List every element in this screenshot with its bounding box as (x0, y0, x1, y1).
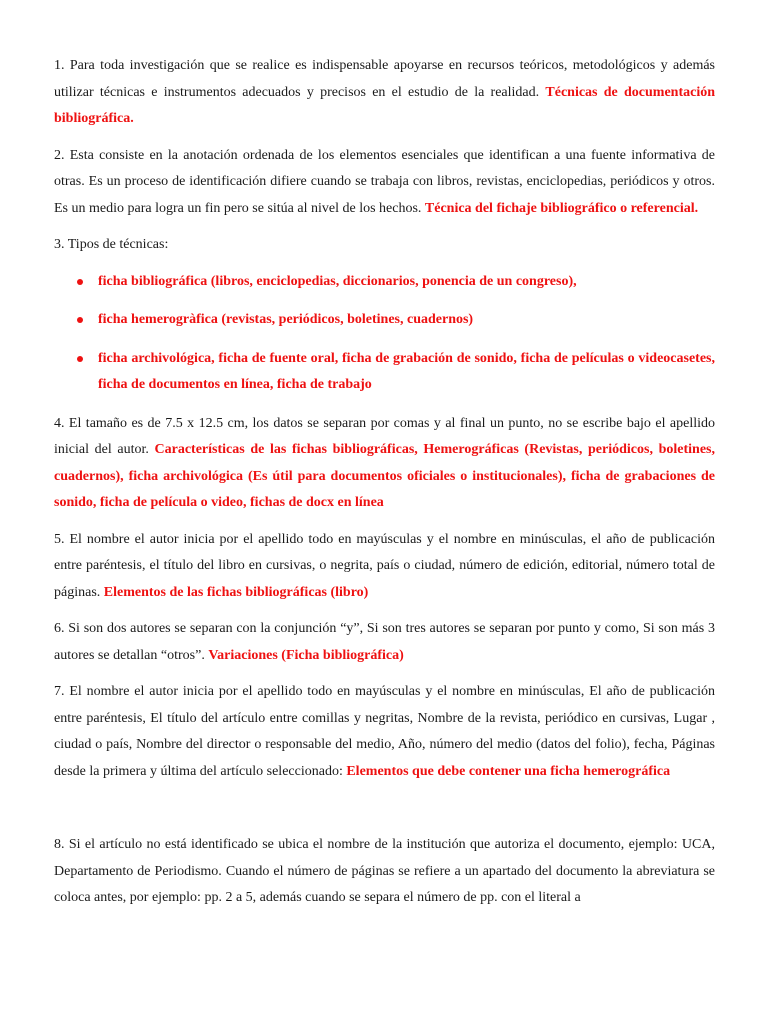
paragraph-5 (54, 527, 715, 607)
paragraph-2 (54, 143, 715, 223)
paragraph-5-answer: Elementos de las fichas bibliográficas (libro) (103, 584, 369, 600)
paragraph-6 (54, 616, 715, 669)
paragraph-4 (54, 411, 715, 517)
paragraph-7-text: 7. El nombre el autor inicia por el apellido todo en mayúsculas y el nombre en minúsculas, El año de publicación entre paréntesis, El título del artículo entre comillas y negritas, Nombre de la revista, periódico en cursivas, Lugar , ciudad o país, Nombre del director o responsable del medio, Año, número del medio (datos del folio), fecha, Páginas desde la primera y última del artículo seleccionado: (54, 684, 715, 779)
paragraph-5-text: 5. El nombre el autor inicia por el apellido todo en mayúsculas y el nombre en minúsculas, el año de publicación entre paréntesis, el título del libro en cursivas, o negrita, país o ciudad, número de edición, editorial, número total de páginas. (54, 531, 715, 600)
paragraph-1 (54, 53, 715, 133)
paragraph-7-answer: Elementos que debe contener una ficha hemerográfica (346, 763, 671, 779)
paragraph-2-answer: Técnica del fichaje bibliográfico o referencial. (424, 200, 699, 216)
paragraph-8 (54, 832, 715, 912)
paragraph-spacer (54, 795, 715, 832)
list-item-text: ficha archivológica, ficha de fuente oral, ficha de grabación de sonido, ficha de películas o videocasetes, ficha de documentos en línea, ficha de trabajo (98, 350, 715, 392)
paragraph-2-text: 2. Esta consiste en la anotación ordenada de los elementos esenciales que identifican a una fuente informativa de otras. Es un proceso de identificación difiere cuando se trabaja con libros, revistas, enciclopedias, periódicos y otros. Es un medio para logra un fin pero se sitúa al nivel de los hechos. (54, 147, 715, 216)
paragraph-3-text: 3. Tipos de técnicas: (54, 237, 169, 252)
paragraph-4-answer: Características de las fichas bibliográficas, Hemerográficas (Revistas, periódicos, boletines, cuadernos), ficha archivológica (Es útil para documentos oficiales o institucionales), ficha de grabaciones de sonido, ficha de película o video, fichas de docx en línea (54, 442, 715, 510)
paragraph-1-answer: Técnicas de documentación bibliográfica. (54, 84, 715, 126)
bullet-icon (77, 279, 83, 285)
bullet-icon (77, 317, 83, 323)
bullet-icon (77, 356, 83, 362)
paragraph-8-text: 8. Si el artículo no está identificado se ubica el nombre de la institución que autoriza el documento, ejemplo: UCA, Departamento de Periodismo. Cuando el número de páginas se refiere a un apartado del documento la abreviatura se coloca antes, por ejemplo: pp. 2 a 5, además cuando se separa el número de pp. con el literal a (54, 837, 715, 905)
list-item-text: ficha hemerogràfica (revistas, periódicos, boletines, cuadernos) (98, 312, 474, 327)
paragraph-4-text: 4. El tamaño es de 7.5 x 12.5 cm, los datos se separan por comas y al final un punto, no se escribe bajo el apellido inicial del autor. (54, 415, 715, 457)
list-item (98, 269, 715, 296)
paragraph-6-text: 6. Si son dos autores se separan con la conjunción “y”, Si son tres autores se separan por punto y como, Si son más 3 autores se detallan “otros”. (54, 621, 715, 663)
paragraph-7 (54, 679, 715, 785)
paragraph-3 (54, 232, 715, 259)
paragraph-1-text: 1. Para toda investigación que se realice es indispensable apoyarse en recursos teóricos, metodológicos y además utilizar técnicas e instrumentos adecuados y precisos en el estudio de la realidad. (54, 58, 715, 100)
list-item-text: ficha bibliográfica (libros, enciclopedias, diccionarios, ponencia de un congreso), (98, 273, 577, 289)
list-item (98, 346, 715, 399)
paragraph-6-answer: Variaciones (Ficha bibliográfica) (208, 647, 404, 663)
technique-types-list (54, 269, 715, 399)
list-item (98, 307, 715, 334)
